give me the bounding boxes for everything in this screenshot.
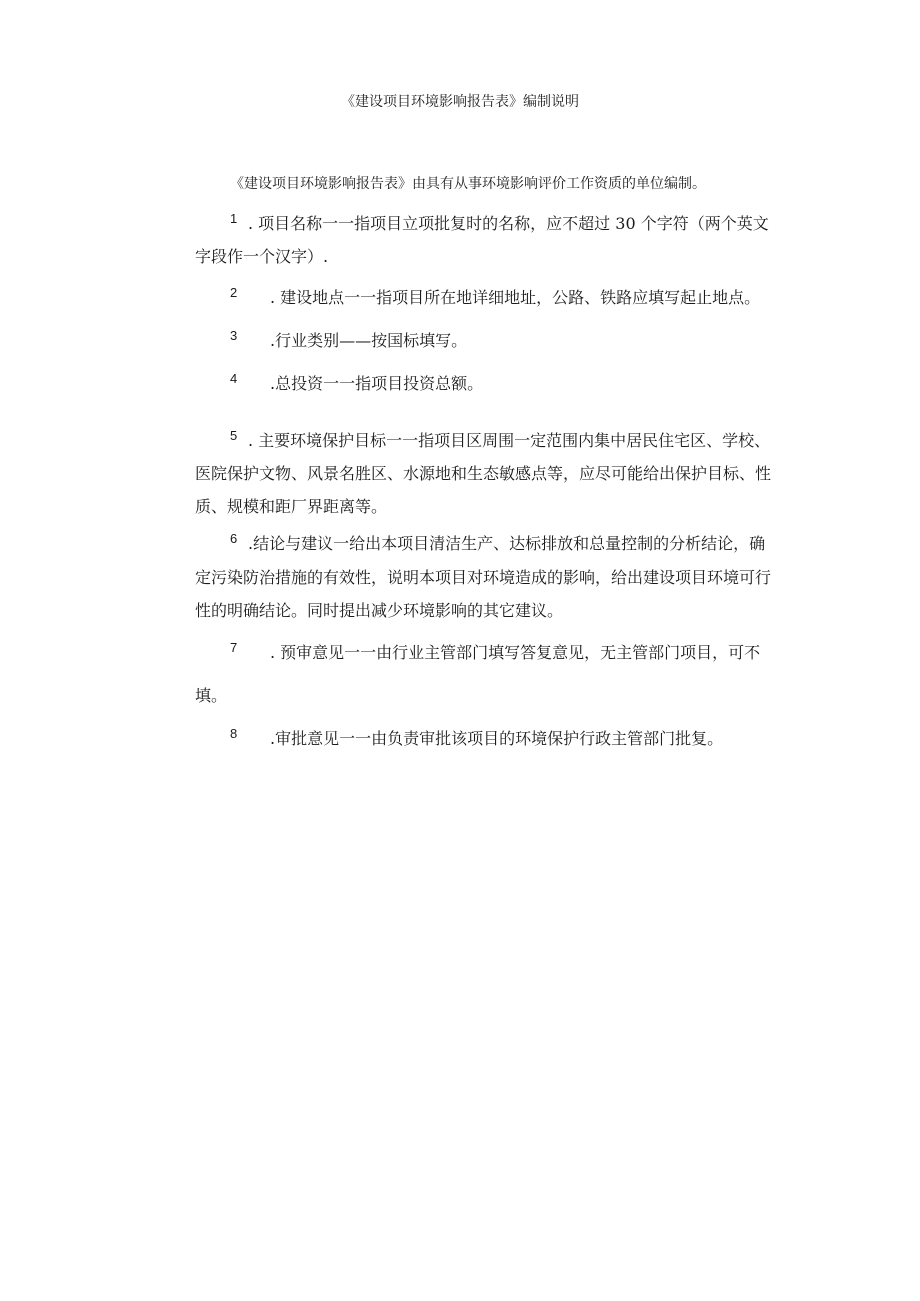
- item-number: 7: [230, 640, 238, 655]
- item-number: 5: [230, 428, 238, 443]
- item-line: 字段作一个汉字）.: [195, 247, 329, 266]
- item-line: . 项目名称一一指项目立项批复时的名称，应不超过 30 个字符（两个英文: [248, 214, 769, 233]
- item-number: 4: [230, 371, 238, 386]
- item-line: .审批意见一一由负责审批该项目的环境保护行政主管部门批复。: [270, 729, 724, 748]
- item-number: 1: [230, 211, 238, 226]
- item-line: 医院保护文物、风景名胜区、水源地和生态敏感点等，应尽可能给出保护目标、性: [195, 464, 772, 483]
- item-line: .结论与建议一给出本项目清洁生产、达标排放和总量控制的分析结论，确: [248, 534, 766, 553]
- item-line: . 建设地点一一指项目所在地详细地址，公路、铁路应填写起止地点。: [270, 288, 761, 307]
- item-line: 定污染防治措施的有效性，说明本项目对环境造成的影响，给出建设项目环境可行: [195, 568, 772, 587]
- intro-paragraph: 《建设项目环境影响报告表》由具有从事环境影响评价工作资质的单位编制。: [230, 176, 706, 192]
- document-title: 《建设项目环境影响报告表》编制说明: [341, 94, 579, 110]
- item-number: 2: [230, 285, 238, 300]
- item-line: . 主要环境保护目标一一指项目区周围一定范围内集中居民住宅区、学校、: [248, 431, 771, 450]
- item-line: . 预审意见一一由行业主管部门填写答复意见，无主管部门项目，可不: [270, 643, 761, 662]
- item-line: .行业类别——按国标填写。: [270, 331, 468, 350]
- item-number: 6: [230, 531, 238, 546]
- item-number: 8: [230, 726, 238, 741]
- item-line: 质、规模和距厂界距离等。: [195, 497, 388, 516]
- item-line: 填。: [195, 686, 228, 705]
- item-line: .总投资一一指项目投资总额。: [270, 374, 484, 393]
- item-number: 3: [230, 328, 238, 343]
- item-line: 性的明确结论。同时提出减少环境影响的其它建议。: [195, 601, 564, 620]
